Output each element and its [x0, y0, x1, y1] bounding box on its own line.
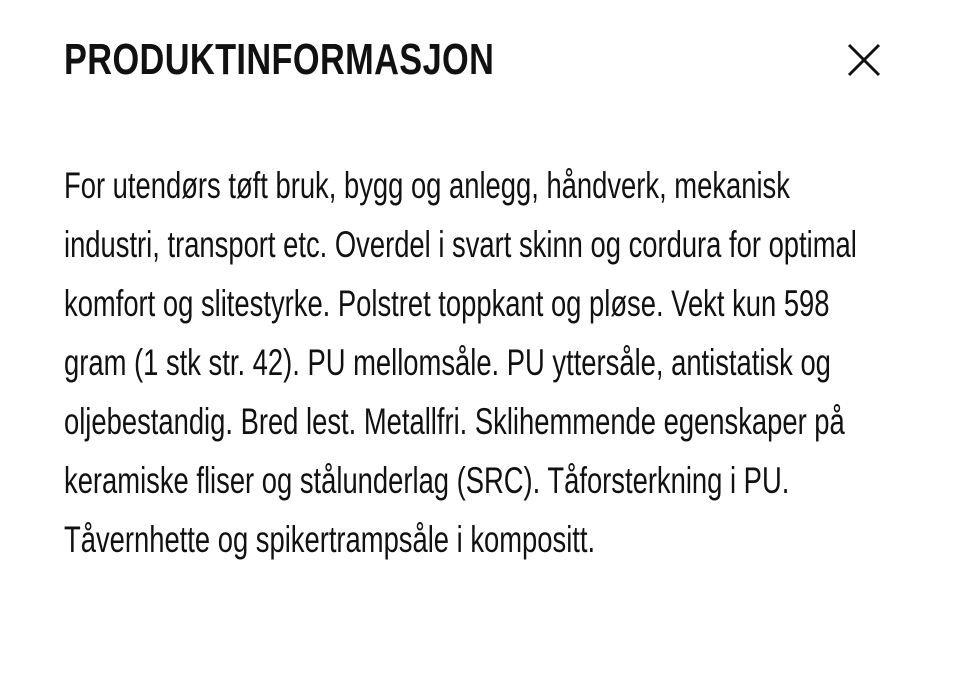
product-description: For utendørs tøft bruk, bygg og anlegg, håndverk, mekanisk industri, transport etc. Overdel i svart skinn og cordura for optimal komfort og slitestyrke. Polstret toppkant og pløse. Vekt kun 598 gram (1 stk str. 42). PU mellomsåle. PU yttersåle, antistatisk og oljebestandig. Bred lest. Metallfri. Sklihemmende egenskaper på keramiske fliser og stålunderlag (SRC). Tåforsterkning i PU. Tåvernhette og spikertrampsåle i kompositt. [64, 165, 857, 560]
close-button[interactable] [842, 38, 886, 82]
close-icon [846, 42, 882, 78]
dialog-header [64, 30, 896, 90]
dialog-title: PRODUKTINFORMASJON [64, 35, 495, 84]
